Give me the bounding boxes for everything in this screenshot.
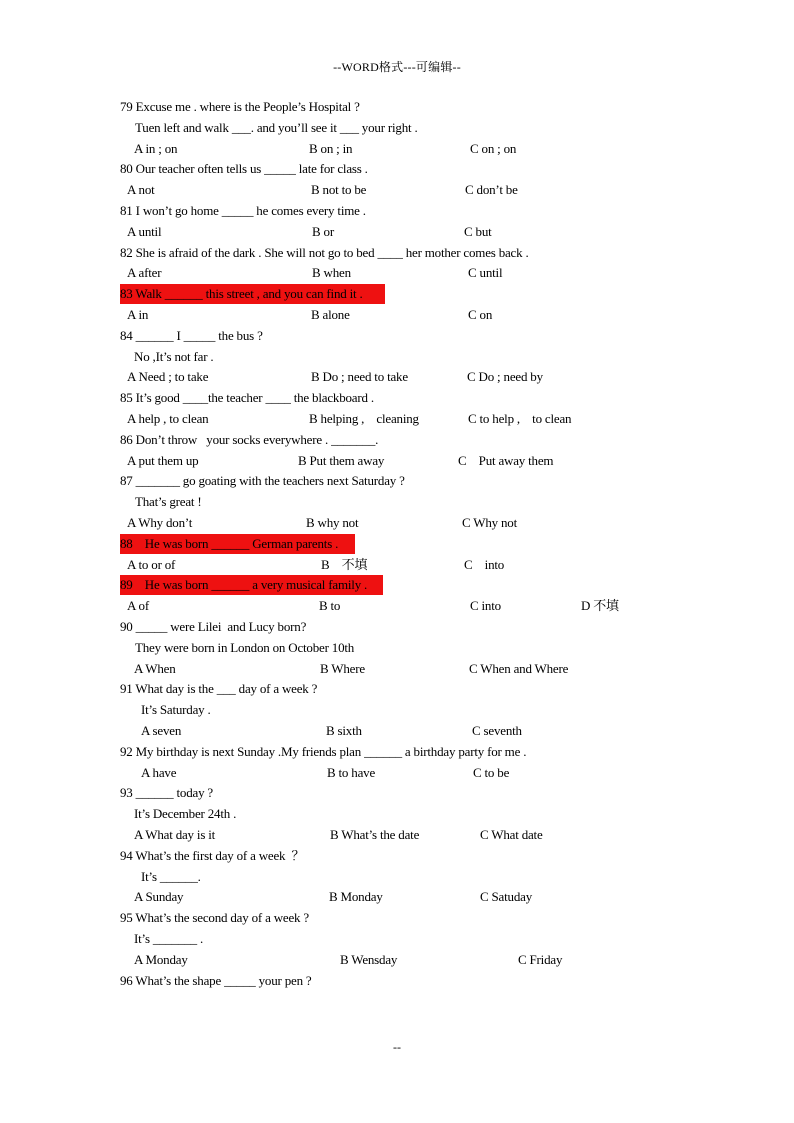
q88-option-c: C into [464, 557, 505, 572]
q83-option-b: B alone [311, 307, 350, 322]
q79-option-a: A in ; on [134, 141, 178, 156]
q95-option-a: A Monday [134, 952, 188, 967]
question-92: 92 My birthday is next Sunday .My friends plan ______ a birthday party for me . [120, 744, 527, 759]
page-header: --WORD格式---可编辑-- [333, 60, 461, 74]
question-95-line2: It’s _______ . [134, 931, 204, 946]
q81-option-b: B or [312, 224, 334, 239]
question-84-line2: No ,It’s not far . [134, 349, 214, 364]
q93-option-b: B What’s the date [330, 827, 420, 842]
q89-option-c: C into [470, 598, 501, 613]
q85-option-a: A help , to clean [127, 411, 209, 426]
question-94-line2: It’s ______. [141, 869, 201, 884]
question-89-highlighted: 89 He was born ______ a very musical family . [120, 575, 383, 595]
q80-option-a: A not [127, 182, 155, 197]
q84-option-a: A Need ; to take [127, 369, 209, 384]
question-93-line2: It’s December 24th . [134, 806, 237, 821]
question-87: 87 _______ go goating with the teachers next Saturday ? [120, 473, 405, 488]
q82-option-a: A after [127, 265, 162, 280]
q90-option-a: A When [134, 661, 176, 676]
q95-option-c: C Friday [518, 952, 563, 967]
question-91: 91 What day is the ___ day of a week ? [120, 681, 318, 696]
question-94: 94 What’s the first day of a week ？ [120, 848, 305, 863]
question-86: 86 Don’t throw your socks everywhere . _______. [120, 432, 379, 447]
q91-option-c: C seventh [472, 723, 522, 738]
q88-option-b: B 不填 [321, 557, 368, 572]
q95-option-b: B Wensday [340, 952, 398, 967]
question-80: 80 Our teacher often tells us _____ late for class . [120, 161, 368, 176]
q94-option-c: C Satuday [480, 889, 533, 904]
question-96: 96 What’s the shape _____ your pen ? [120, 973, 312, 988]
question-91-line2: It’s Saturday . [141, 702, 211, 717]
question-95: 95 What’s the second day of a week ? [120, 910, 309, 925]
q92-option-a: A have [141, 765, 177, 780]
q87-option-b: B why not [306, 515, 359, 530]
question-84: 84 ______ I _____ the bus ? [120, 328, 263, 343]
q90-option-c: C When and Where [469, 661, 569, 676]
q92-option-b: B to have [327, 765, 376, 780]
q92-option-c: C to be [473, 765, 510, 780]
q86-option-b: B Put them away [298, 453, 385, 468]
question-93: 93 ______ today ? [120, 785, 214, 800]
question-83-highlighted: 83 Walk ______ this street , and you can find it . [120, 284, 385, 304]
q80-option-b: B not to be [311, 182, 367, 197]
question-82: 82 She is afraid of the dark . She will not go to bed ____ her mother comes back . [120, 245, 529, 260]
q91-option-b: B sixth [326, 723, 362, 738]
q82-option-b: B when [312, 265, 351, 280]
q90-option-b: B Where [320, 661, 365, 676]
q93-option-a: A What day is it [134, 827, 216, 842]
q89-option-d: D 不填 [581, 598, 619, 613]
q91-option-a: A seven [141, 723, 182, 738]
q89-option-a: A of [127, 598, 149, 613]
question-87-line2: That’s great ! [135, 494, 202, 509]
q83-option-c: C on [468, 307, 493, 322]
q88-option-a: A to or of [127, 557, 176, 572]
q87-option-c: C Why not [462, 515, 518, 530]
q85-option-c: C to help , to clean [468, 411, 572, 426]
q82-option-c: C until [468, 265, 503, 280]
q86-option-c: C Put away them [458, 453, 554, 468]
question-79: 79 Excuse me . where is the People’s Hospital ? [120, 99, 360, 114]
q94-option-b: B Monday [329, 889, 383, 904]
q89-option-b: B to [319, 598, 341, 613]
q84-option-b: B Do ; need to take [311, 369, 408, 384]
q81-option-a: A until [127, 224, 162, 239]
q83-option-a: A in [127, 307, 149, 322]
q93-option-c: C What date [480, 827, 543, 842]
question-79-line2: Tuen left and walk ___. and you’ll see it ___ your right . [135, 120, 418, 135]
q84-option-c: C Do ; need by [467, 369, 543, 384]
q94-option-a: A Sunday [134, 889, 184, 904]
q86-option-a: A put them up [127, 453, 199, 468]
q79-option-c: C on ; on [470, 141, 517, 156]
question-88-highlighted: 88 He was born ______ German parents . [120, 534, 355, 554]
question-85: 85 It’s good ____the teacher ____ the blackboard . [120, 390, 374, 405]
q81-option-c: C but [464, 224, 492, 239]
question-90-line2: They were born in London on October 10th [135, 640, 355, 655]
question-90: 90 _____ were Lilei and Lucy born? [120, 619, 307, 634]
question-81: 81 I won’t go home _____ he comes every time . [120, 203, 366, 218]
q85-option-b: B helping , cleaning [309, 411, 419, 426]
q87-option-a: A Why don’t [127, 515, 193, 530]
page-footer: -- [393, 1040, 401, 1054]
q79-option-b: B on ; in [309, 141, 353, 156]
q80-option-c: C don’t be [465, 182, 518, 197]
